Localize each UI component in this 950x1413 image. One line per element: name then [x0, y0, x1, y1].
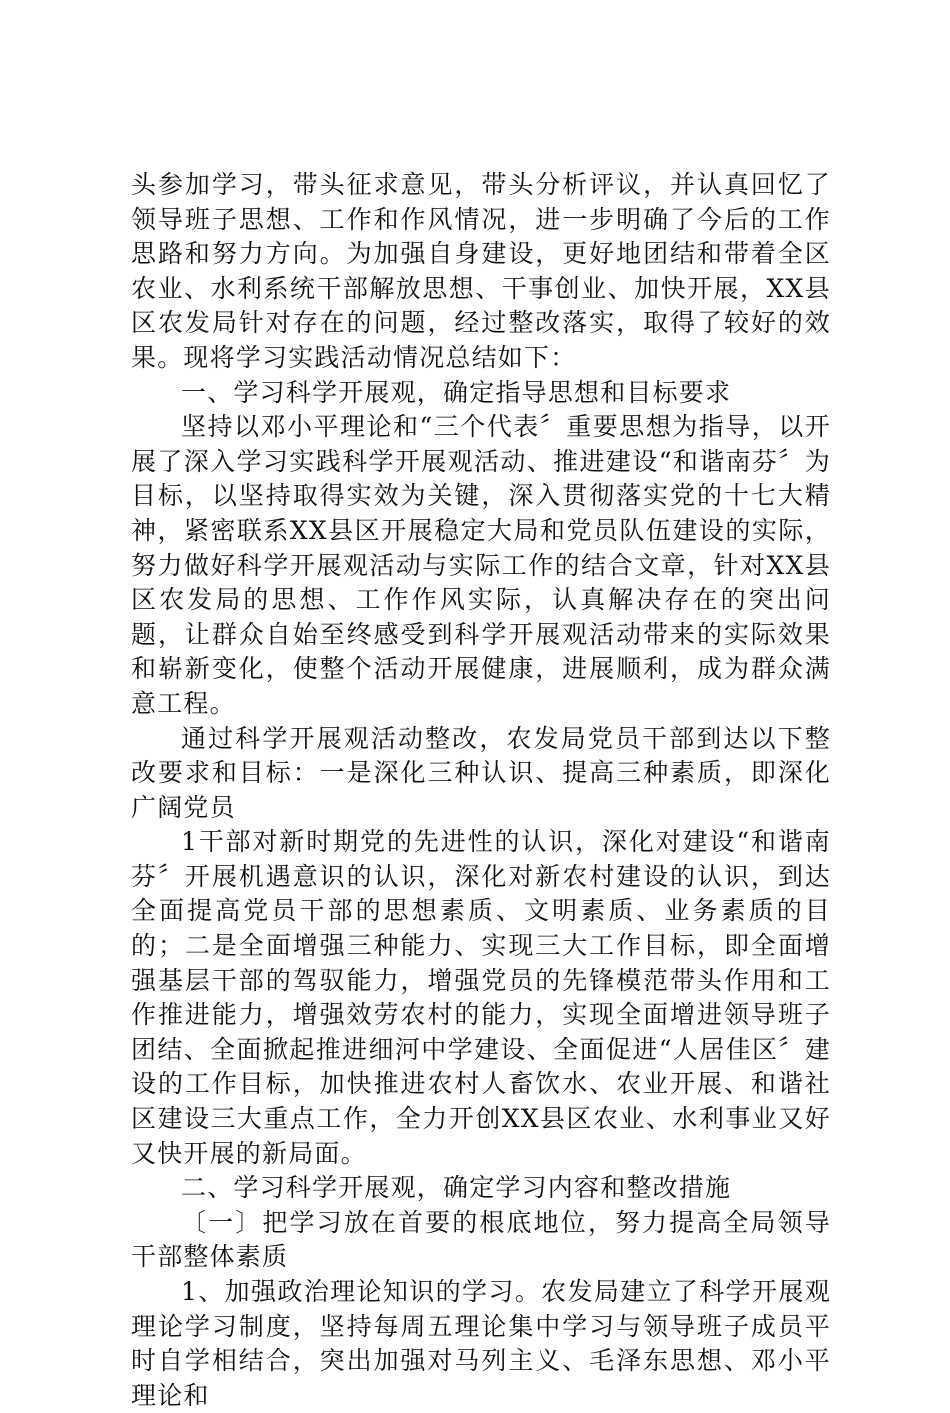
paragraph-3: 通过科学开展观活动整改，农发局党员干部到达以下整改要求和目标：一是深化三种认识、提高三种素质，即深化广阔党员 [131, 723, 831, 822]
paragraph-1: 头参加学习，带头征求意见，带头分析评议，并认真回忆了领导班子思想、工作和作风情况，进一步明确了今后的工作思路和努力方向。为加强自身建设，更好地团结和带着全区农业、水利系统干部解放思想、干事创业、加快开展，XX县区农发局针对存在的问题，经过整改落实，取得了较好的效果。现将学习实践活动情况总结如下： [131, 170, 831, 372]
heading-subsection-1: 〔一〕把学习放在首要的根底地位，努力提高全局领导干部整体素质 [131, 1207, 831, 1272]
heading-section-2: 二、学习科学开展观，确定学习内容和整改措施 [181, 1173, 732, 1203]
heading-section-1: 一、学习科学开展观，确定指导思想和目标要求 [181, 377, 732, 407]
paragraph-4: 1干部对新时期党的先进性的认识，深化对建设“和谐南芬〞开展机遇意识的认识，深化对新农村建设的认识，到达全面提高党员干部的思想素质、文明素质、业务素质的目的；二是全面增强三种能力、实现三大工作目标，即全面增强基层干部的驾驭能力，增强党员的先锋模范带头作用和工作推进能力，增强效劳农村的能力，实现全面增进领导班子团结、全面掀起推进细河中学建设、全面促进“人居佳区〞建设的工作目标，加快推进农村人畜饮水、农业开展、和谐社区建设三大重点工作，全力开创XX县区农业、水利事业又好又快开展的新局面。 [131, 827, 831, 1168]
document-body [131, 168, 831, 1413]
paragraph-5: 1、加强政治理论知识的学习。农发局建立了科学开展观理论学习制度，坚持每周五理论集中学习与领导班子成员平时自学相结合，突出加强对马列主义、毛泽东思想、邓小平理论和 [131, 1277, 831, 1410]
paragraph-2: 坚持以邓小平理论和“三个代表〞重要思想为指导，以开展了深入学习实践科学开展观活动、推进建设“和谐南芬〞为目标，以坚持取得实效为关键，深入贯彻落实党的十七大精神，紧密联系XX县区开展稳定大局和党员队伍建设的实际，努力做好科学开展观活动与实际工作的结合文章，针对XX县区农发局的思想、工作作风实际，认真解决存在的突出问题，让群众自始至终感受到科学开展观活动带来的实际效果和崭新变化，使整个活动开展健康，进展顺利，成为群众满意工程。 [131, 412, 831, 718]
